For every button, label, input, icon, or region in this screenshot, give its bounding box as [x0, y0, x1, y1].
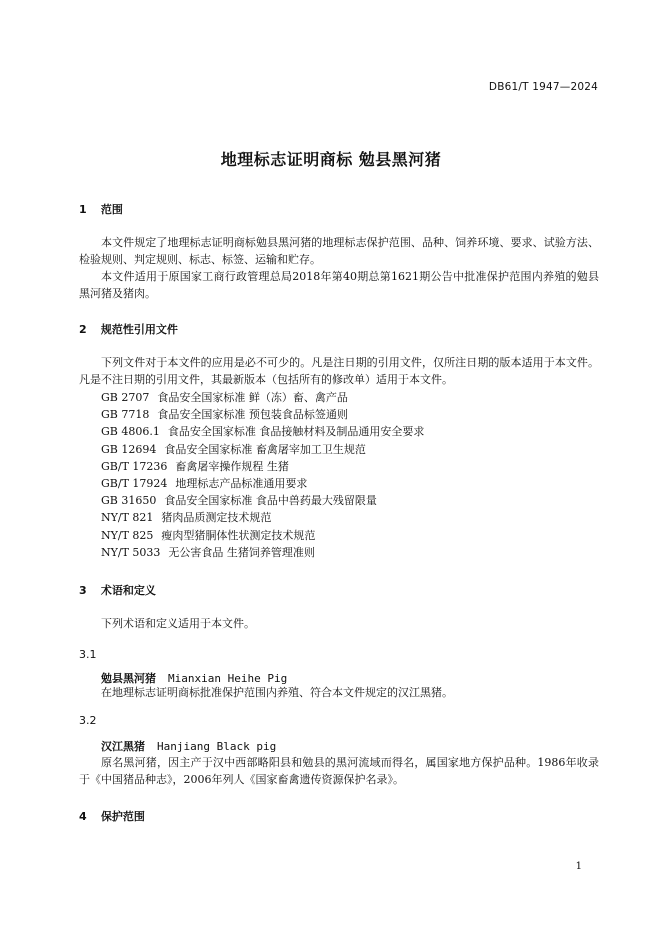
section-1-paragraph-2: 本文件适用于原国家工商行政管理总局2018年第40期总第1621期公告中批准保护范围内养殖的勉县黑河猪及猪肉。 [79, 270, 599, 300]
section-2-intro: 下列文件对于本文件的应用是必不可少的。凡是注日期的引用文件，仅所注日期的版本适用于本文件。凡是不注日期的引用文件，其最新版本（包括所有的修改单）适用于本文件。 [79, 356, 599, 386]
section-1-paragraph-1: 本文件规定了地理标志证明商标勉县黑河猪的地理标志保护范围、品种、饲养环境、要求、试验方法、检验规则、判定规则、标志、标签、运输和贮存。 [79, 236, 599, 266]
reference-title: 畜禽屠宰操作规程 生猪 [175, 459, 289, 473]
section-1-heading [79, 201, 123, 217]
reference-title: 食品安全国家标准 鲜（冻）畜、禽产品 [157, 391, 348, 404]
reference-code: GB/T 17236 [101, 459, 168, 473]
reference-item [101, 475, 424, 492]
reference-title: 无公害食品 生猪饲养管理准则 [168, 545, 315, 559]
reference-title: 食品安全国家标准 预包装食品标签通则 [157, 408, 348, 422]
reference-title: 地理标志产品标准通用要求 [175, 476, 308, 490]
section-3-heading [79, 582, 156, 598]
normative-references-list [101, 389, 424, 561]
section-number: 1 [79, 203, 87, 216]
reference-title: 猪肉品质测定技术规范 [161, 511, 272, 525]
section-number: 3 [79, 584, 87, 597]
reference-code: GB/T 17924 [101, 476, 168, 490]
reference-code: GB 12694 [101, 442, 157, 456]
section-2-heading [79, 321, 178, 337]
term-3-2-name [101, 738, 276, 754]
reference-item [101, 423, 424, 440]
section-3-intro: 下列术语和定义适用于本文件。 [101, 617, 255, 630]
reference-item [101, 441, 424, 458]
reference-item [101, 458, 424, 475]
term-chinese-name: 勉县黑河猪 [101, 672, 156, 685]
reference-item [101, 492, 424, 509]
term-3-2-number: 3.2 [79, 714, 97, 727]
reference-code: NY/T 821 [101, 511, 154, 525]
reference-item [101, 509, 424, 526]
section-title: 术语和定义 [100, 584, 156, 597]
reference-item [101, 389, 424, 406]
page-number: 1 [575, 861, 582, 872]
section-number: 4 [79, 810, 87, 823]
reference-item [101, 544, 424, 561]
reference-item [101, 406, 424, 423]
reference-title: 瘦肉型猪胴体性状测定技术规范 [161, 528, 316, 542]
term-3-2-definition: 原名黑河猪，因主产于汉中西部略阳县和勉县的黑河流域而得名，属国家地方保护品种。1986年收录于《中国猪品种志》，2006年列人《国家畜禽遗传资源保护名录》。 [79, 756, 599, 786]
reference-code: GB 4806.1 [101, 425, 160, 439]
section-title: 规范性引用文件 [100, 323, 178, 336]
reference-code: NY/T 5033 [101, 545, 161, 559]
term-3-1-number: 3.1 [79, 648, 97, 661]
reference-code: GB 31650 [101, 494, 157, 508]
document-title: 地理标志证明商标 勉县黑河猪 [220, 150, 442, 169]
term-english-name: Hanjiang Black pig [157, 740, 277, 753]
reference-code: GB 7718 [101, 408, 150, 422]
reference-item [101, 527, 424, 544]
reference-title: 食品安全国家标准 食品中兽药最大残留限量 [164, 494, 377, 508]
reference-code: NY/T 825 [101, 528, 154, 542]
document-code: DB61/T 1947—2024 [488, 81, 598, 93]
term-english-name: Mianxian Heihe Pig [168, 672, 288, 685]
section-number: 2 [79, 323, 87, 336]
reference-title: 食品安全国家标准 食品接触材料及制品通用安全要求 [167, 425, 425, 439]
section-title: 保护范围 [100, 810, 145, 823]
term-3-1-definition: 在地理标志证明商标批准保护范围内养殖、符合本文件规定的汉江黑猪。 [101, 686, 453, 699]
section-title: 范围 [100, 203, 123, 216]
reference-title: 食品安全国家标准 畜禽屠宰加工卫生规范 [164, 442, 366, 456]
section-4-heading [79, 808, 145, 824]
reference-code: GB 2707 [101, 391, 150, 404]
term-chinese-name: 汉江黑猪 [101, 740, 145, 753]
